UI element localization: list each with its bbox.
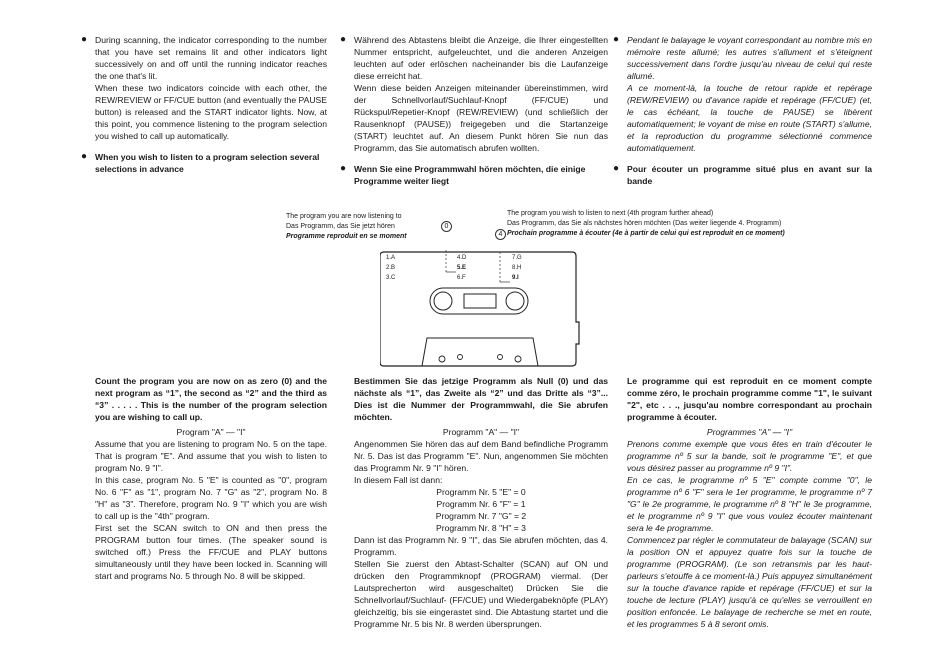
french-scanning-text: Pendant le balayage le voyant correspondant au nombre mis en mémoire reste allumé; les autres s'allument et s'éteignent successivement dans l'ordre jusqu'au niveau de celui qui reste allumé. (627, 35, 872, 81)
french-top-section (613, 34, 872, 187)
german-scanning-text: Während des Abtastens bleibt die Anzeige, die Ihrer eingestellten Nummer entspricht, aufgeleuchtet, und die anderen Anzeigen leuchten auf oder erlöschen nacheinander bis die Laufanzeige diese erreicht hat. (354, 35, 608, 81)
caption-next-en: The program you wish to listen to next (4th program further ahead) (507, 210, 714, 217)
guide-hole (515, 356, 521, 362)
bullet-icon: ● (81, 151, 88, 162)
english-paragraph: Assume that you are listening to program No. 5 on the tape. That is program "E". And assume that you wish to listen to program No. 9 "I". (95, 439, 327, 473)
english-bottom-section (95, 375, 327, 582)
marker-four-icon: 4 (495, 229, 506, 240)
french-paragraph: En ce cas, le programme nº 5 "E" compte comme "0", le programme nº 6 "F" sera le 1er programme, le programme nº 7 "G" le 2e programme, le programme nº 8 "H" le 3e programme, et le programme nº 9 "I" que vous voulez écouter maintenant sera le 4e programme. (627, 475, 872, 533)
german-equation: Programm Nr. 6 "F" = 1 (436, 499, 526, 509)
marker-zero-icon: 0 (441, 221, 452, 232)
english-scanning-text: During scanning, the indicator corresponding to the number that you have set remains lit and other indicators light successively on and off until the running indicator reaches the one that's lit. (95, 35, 327, 81)
bullet-icon: ● (613, 163, 620, 174)
german-equation: Programm Nr. 8 "H" = 3 (436, 523, 526, 533)
german-bullet-advance (340, 163, 608, 187)
bullet-icon: ● (81, 34, 88, 45)
french-bullet-advance (613, 163, 872, 187)
spacer (627, 154, 872, 163)
german-paragraph: In diesem Fall ist dann: (354, 475, 443, 485)
french-advance-heading: Pour écouter un programme situé plus en avant sur la bande (627, 164, 872, 186)
german-bottom-section (354, 375, 608, 630)
guide-hole (498, 355, 503, 360)
cassette-head-area (422, 338, 538, 366)
french-bottom-section (627, 375, 872, 630)
tape-window (464, 294, 496, 308)
guide-hole (439, 356, 445, 362)
english-top-section (81, 34, 327, 175)
track-label: 3.C (386, 275, 396, 281)
german-top-section (340, 34, 608, 187)
track-label: 4.D (457, 255, 467, 261)
right-reel (506, 292, 524, 310)
caption-current-program (286, 212, 486, 242)
french-bullet-scanning (613, 34, 872, 154)
english-bullet-advance (81, 151, 327, 175)
german-paragraph: Stellen Sie zuerst den Abtast-Schalter (SCAN) auf ON und drücken den Programmknopf (PROGRAM) viermal. (Der Lautsprecherton wird ausgeschaltet) Drücken Sie die Schnellvorlauf/Suchlauf- (FF/CUE) und Wiedergabeknöpfe (PLAY) gleichzeitig, bis sie eingerastet sind. Die Abtastung startet und die Programme Nr. 5 bis Nr. 8 werden übersprungen. (354, 559, 608, 629)
english-paragraph: First set the SCAN switch to ON and then press the PROGRAM button four times. (The speaker sound is switched off.) Press the FF/CUE and PLAY buttons simultaneously until they have been locked in. Scanning will start and programs No. 5 through No. 8 will be skipped. (95, 523, 327, 581)
spacer (95, 142, 327, 151)
german-scanning-text-cont: Wenn diese beiden Anzeigen miteinander übereinstimmen, wird der Schnellvorlauf/Suchlauf-Knopf (FF/CUE) und Rückspul/Repetier-Knopf (REW/REVIEW) (und schließlich der Rausenknopf (PAUSE)) freigegeben und die Startanzeige (START) leuchtet auf. An diesem Punkt hören Sie nun das Programm, das Sie automatisch abrufen wollten. (354, 83, 608, 153)
german-equation: Programm Nr. 7 "G" = 2 (435, 511, 527, 521)
spacer (354, 154, 608, 163)
bullet-icon: ● (340, 163, 347, 174)
german-bullet-scanning (340, 34, 608, 154)
french-count-intro: Le programme qui est reproduit en ce moment compte comme zéro, le prochain programme comme "1", le suivant "2", etc . . ., jusqu'au nombre correspondant au prochain programme à écouter. (627, 376, 872, 422)
cassette-outline (380, 252, 579, 366)
caption-current-de: Das Programm, das Sie jetzt hören (286, 223, 395, 230)
german-equation-list (354, 486, 608, 534)
bullet-icon: ● (340, 34, 347, 45)
english-bullet-scanning (81, 34, 327, 142)
left-reel (434, 292, 452, 310)
french-scanning-text-cont: A ce moment-là, la touche de retour rapide et repérage (REW/REVIEW) ou d'avance rapide et repérage (FF/CUE) (et, le cas échéant, la touche de PAUSE) se libèrent automatiquement; le voyant de mise en route (START) s'allume, et la reproduction du programme sélectionné commence automatiquement. (627, 83, 872, 153)
german-program-heading: Programm "A" — "I" (442, 427, 520, 437)
german-equation: Programm Nr. 5 "E" = 0 (436, 487, 526, 497)
track-label: 2.B (386, 265, 396, 271)
track-label: 6.F (457, 275, 466, 281)
caption-current-en: The program you are now listening to (286, 213, 402, 220)
german-paragraph: Dann ist das Programm Nr. 9 "I", das Sie abrufen möchten, das 4. Programm. (354, 535, 608, 557)
caption-next-de: Das Programm, das Sie als nächstes hören möchten (Das weiter liegende 4. Programm) (507, 220, 782, 227)
french-program-heading: Programmes "A" — "I" (706, 427, 793, 437)
english-count-intro: Count the program you are now on as zero (0) and the next program as “1”, the second as “2” and the third as “3” . . . . . This is the number of the program selection you are wishing to call up. (95, 376, 327, 422)
french-paragraph: Commencez par régler le commutateur de balayage (SCAN) sur la position ON et appuyez quatre fois sur la touche de programme (PROGRAM). (Le son retransmis par les haut-parleurs s'etouffe à ce moment-là.) Puis appuyez simultanément sur la touche d'avance rapide et repérage (FF/CUE) et sur la touche de lecture (PLAY) jusqu'à ce qu'elles se verrouillent en position enfoncée. Le balayage de recherche se met en route, et les programmes 5 à 8 seront omis. (627, 535, 872, 629)
french-paragraph: Prenons comme exemple que vous êtes en train d'écouter le programme nº 5 sur la bande, soit le programme "E", et que vous désirez passer au programme nº 9 "I". (627, 439, 872, 473)
caption-next-fr: Prochain programme à écouter (4e à partir de celui qui est reproduit en ce moment) (507, 230, 785, 237)
german-count-intro: Bestimmen Sie das jetzige Programm als Null (0) und das nächste als “1”, das Zweite als “2” und das Dritte als “3”... Dies ist die Nummer der Programmwahl, die Sie abrufen möchten. (354, 376, 608, 422)
english-advance-heading: When you wish to listen to a program selection several selections in advance (95, 152, 320, 174)
track-label: 1.A (386, 255, 396, 261)
cassette-diagram (380, 250, 580, 368)
track-label-current: 5.E (457, 265, 467, 271)
german-advance-heading: Wenn Sie eine Programmwahl hören möchten, die einige Programme weiter liegt (354, 164, 586, 186)
guide-hole (458, 355, 463, 360)
track-label-next: 9.I (512, 275, 519, 281)
german-paragraph: Angenommen Sie hören das auf dem Band befindliche Programm Nr. 5. Das ist das Programm "E". Nun, angenommen Sie möchten das Programm Nr. 9 "I" hören. (354, 439, 608, 473)
english-paragraph: In this case, program No. 5 "E" is counted as "0", program No. 6 "F" as "1", program No. 7 "G" as "2", program No. 8 "H" as "3". Therefore, program No. 9 "I" which you are wish to call up is the "4th" program. (95, 475, 327, 521)
english-scanning-text-cont: When these two indicators coincide with each other, the REW/REVIEW or FF/CUE button (and eventually the PAUSE button) is released and the START indicator lights. Now, at this point, you commence listening to the program selection you wished to call up automatically. (95, 83, 327, 141)
track-label: 7.G (512, 255, 522, 261)
english-program-heading: Program "A" — "I" (176, 427, 246, 437)
caption-next-program (507, 209, 867, 239)
track-label: 8.H (512, 265, 522, 271)
caption-current-fr: Programme reproduit en se moment (286, 233, 407, 240)
bullet-icon: ● (613, 34, 620, 45)
